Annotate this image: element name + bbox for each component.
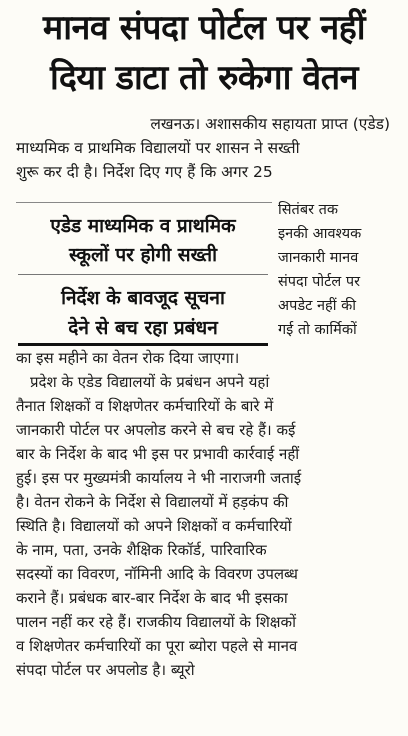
body-line-5: बार के निर्देश के बाद भी इस पर प्रभावी कार्रवाई नहीं xyxy=(16,445,300,463)
article-line-3: शुरू कर दी है। निर्देश दिए गए हैं कि अगर 25 xyxy=(16,163,273,181)
article-line-2: माध्यमिक व प्राथमिक विद्यालयों पर शासन ने सख्ती xyxy=(16,139,300,157)
body-line-7: है। वेतन रोकने के निर्देश से विद्यालयों में हड़कंप की xyxy=(16,493,289,511)
body-line-10: सदस्यों का विवरण, नॉमिनी आदि के विवरण उपलब्ध xyxy=(16,565,298,583)
body-line-4: जानकारी पोर्टल पर अपलोड करने से बच रहे हैं। कई xyxy=(16,421,296,439)
subhead-second-line-2 xyxy=(18,313,268,346)
subhead-second-line-1: निर्देश के बावजूद सूचना xyxy=(61,287,225,309)
body-line-1: का इस महीने का वेतन रोक दिया जाएगा। xyxy=(16,349,240,367)
body-line-13: व शिक्षणेतर कर्मचारियों का पूरा ब्योरा पहले से मानव xyxy=(16,637,298,655)
article-right-column xyxy=(278,198,396,342)
right-col-line-5: अपडेट नहीं की xyxy=(278,298,356,314)
headline-line-1: मानव संपदा पोर्टल पर नहीं xyxy=(42,8,366,48)
article-body xyxy=(16,346,396,682)
body-line-3: तैनात शिक्षकों व शिक्षणेतर कर्मचारियों के बारे में xyxy=(16,397,274,415)
article-intro xyxy=(16,112,396,184)
body-line-14: संपदा पोर्टल पर अपलोड है। ब्यूरो xyxy=(16,661,195,679)
body-line-8: स्थिति है। विद्यालयों को अपने शिक्षकों व कर्मचारियों xyxy=(16,517,292,535)
article-line-1: लखनऊ। अशासकीय सहायता प्राप्त (एडेड) xyxy=(150,115,390,133)
body-line-6: हुई। इस पर मुख्यमंत्री कार्यालय ने भी नाराजगी जताई xyxy=(16,469,302,487)
body-line-11: कराने हैं। प्रबंधक बार-बार निर्देश के बाद भी इसका xyxy=(16,589,288,607)
subhead-top-rule xyxy=(16,202,272,203)
subhead-first-line-2: स्कूलों पर होगी सख्ती xyxy=(68,244,218,266)
subhead-second-line-2-text: देने से बच रहा प्रबंधन xyxy=(18,313,268,346)
body-line-9: के नाम, पता, उनके शैक्षिक रिकॉर्ड, पारिवारिक xyxy=(16,541,267,559)
subhead-divider xyxy=(18,274,268,275)
subhead-second xyxy=(18,283,268,346)
right-col-line-1: सितंबर तक xyxy=(278,202,339,218)
right-col-line-4: संपदा पोर्टल पर xyxy=(278,274,361,290)
right-col-line-3: जानकारी मानव xyxy=(278,250,359,266)
right-col-line-6: गई तो कार्मिकों xyxy=(278,322,357,338)
right-col-line-2: इनकी आवश्यक xyxy=(278,226,362,242)
body-line-12: पालन नहीं कर रहे हैं। राजकीय विद्यालयों के शिक्षकों xyxy=(16,613,296,631)
body-line-2: प्रदेश के एडेड विद्यालयों के प्रबंधन अपने यहां xyxy=(30,373,270,391)
headline-line-2: दिया डाटा तो रुकेगा वेतन xyxy=(50,58,358,98)
subhead-first xyxy=(18,212,268,270)
subhead-first-line-1: एडेड माध्यमिक व प्राथमिक xyxy=(50,215,236,237)
